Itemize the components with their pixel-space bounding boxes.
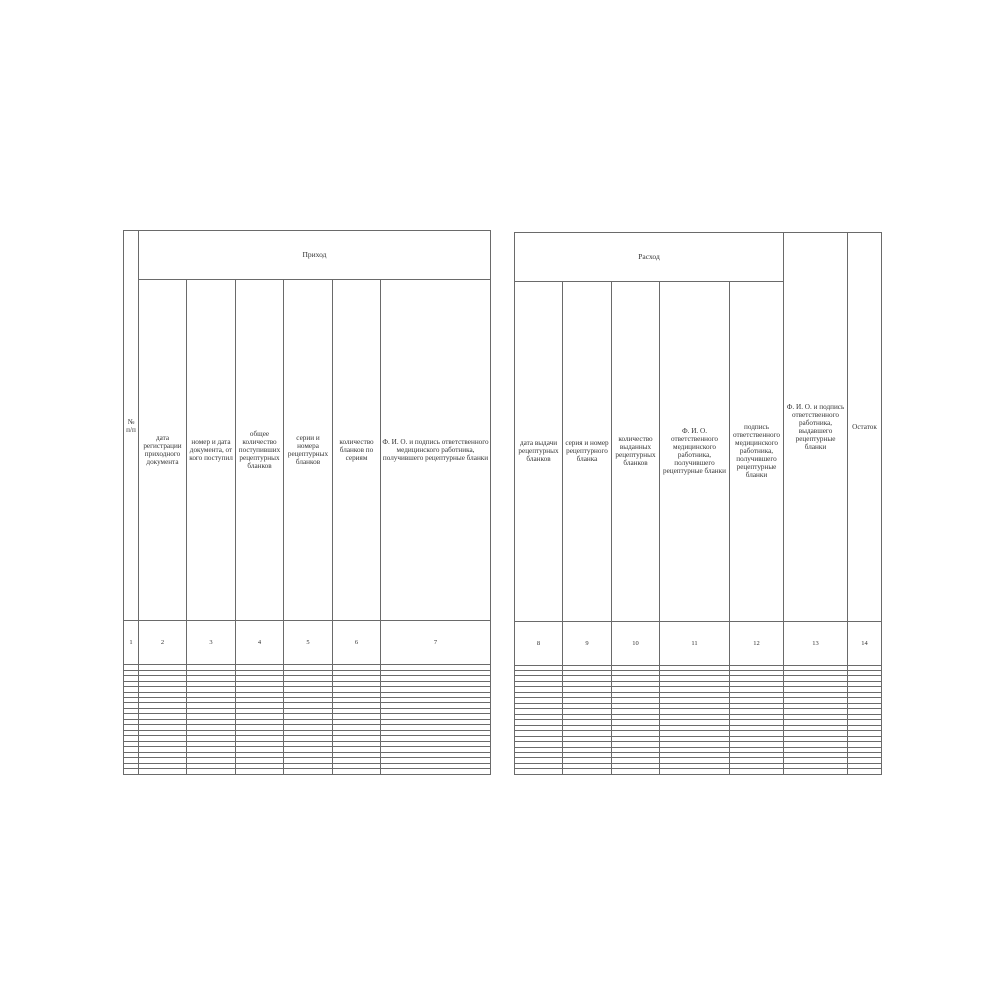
right-page — [514, 232, 881, 775]
col-header-13: Ф. И. О. и подпись ответственного работника, выдавшего рецептурные бланки — [784, 233, 848, 622]
col-number-12: 12 — [730, 621, 784, 665]
table-cell[interactable] — [563, 769, 612, 775]
col-header-11: Ф. И. О. ответственного медицинского работника, получившего рецептурные бланки — [660, 282, 730, 621]
expense-group-header: Расход — [515, 233, 784, 282]
col-number-13: 13 — [784, 621, 848, 665]
col-header-4: общее количество поступивших рецептурных бланков — [236, 280, 284, 621]
table-cell[interactable] — [284, 769, 333, 775]
col-header-14: Остаток — [848, 233, 882, 622]
col-number-1: 1 — [124, 621, 139, 665]
col-header-3: номер и дата документа, от кого поступил — [187, 280, 236, 621]
table-cell[interactable] — [848, 769, 882, 775]
col-header-9: серия и номер рецептурного бланка — [563, 282, 612, 621]
table-cell[interactable] — [187, 769, 236, 775]
col-number-4: 4 — [236, 621, 284, 665]
income-group-header: Приход — [139, 231, 491, 280]
table-cell[interactable] — [139, 769, 187, 775]
col-number-2: 2 — [139, 621, 187, 665]
col-header-8: дата выдачи рецептурных бланков — [515, 282, 563, 621]
table-cell[interactable] — [612, 769, 660, 775]
income-table — [123, 230, 491, 775]
col-number-3: 3 — [187, 621, 236, 665]
col-number-14: 14 — [848, 621, 882, 665]
col-header-10: количество выданных рецептурных бланков — [612, 282, 660, 621]
col-number-9: 9 — [563, 621, 612, 665]
col-number-10: 10 — [612, 621, 660, 665]
col-number-7: 7 — [381, 621, 491, 665]
col-number-5: 5 — [284, 621, 333, 665]
col-no-header: № п/п — [124, 231, 139, 621]
col-number-8: 8 — [515, 621, 563, 665]
expense-rows — [515, 665, 882, 775]
income-rows — [124, 665, 491, 775]
left-page — [123, 230, 490, 775]
col-header-5: серии и номера рецептурных бланков — [284, 280, 333, 621]
table-cell[interactable] — [333, 769, 381, 775]
table-cell[interactable] — [381, 769, 491, 775]
table-cell[interactable] — [236, 769, 284, 775]
col-number-11: 11 — [660, 621, 730, 665]
table-cell[interactable] — [124, 769, 139, 775]
table-cell[interactable] — [784, 769, 848, 775]
table-cell[interactable] — [515, 769, 563, 775]
col-header-2: дата регистрации приходного документа — [139, 280, 187, 621]
col-header-12: подпись ответственного медицинского работника, получившего рецептурные бланки — [730, 282, 784, 621]
income-table-row — [124, 769, 491, 775]
col-header-7: Ф. И. О. и подпись ответственного медицинского работника, получившего рецептурные бланки — [381, 280, 491, 621]
col-header-6: количество бланков по сериям — [333, 280, 381, 621]
table-cell[interactable] — [730, 769, 784, 775]
col-number-6: 6 — [333, 621, 381, 665]
table-cell[interactable] — [660, 769, 730, 775]
expense-table-row — [515, 769, 882, 775]
expense-table — [514, 232, 882, 775]
